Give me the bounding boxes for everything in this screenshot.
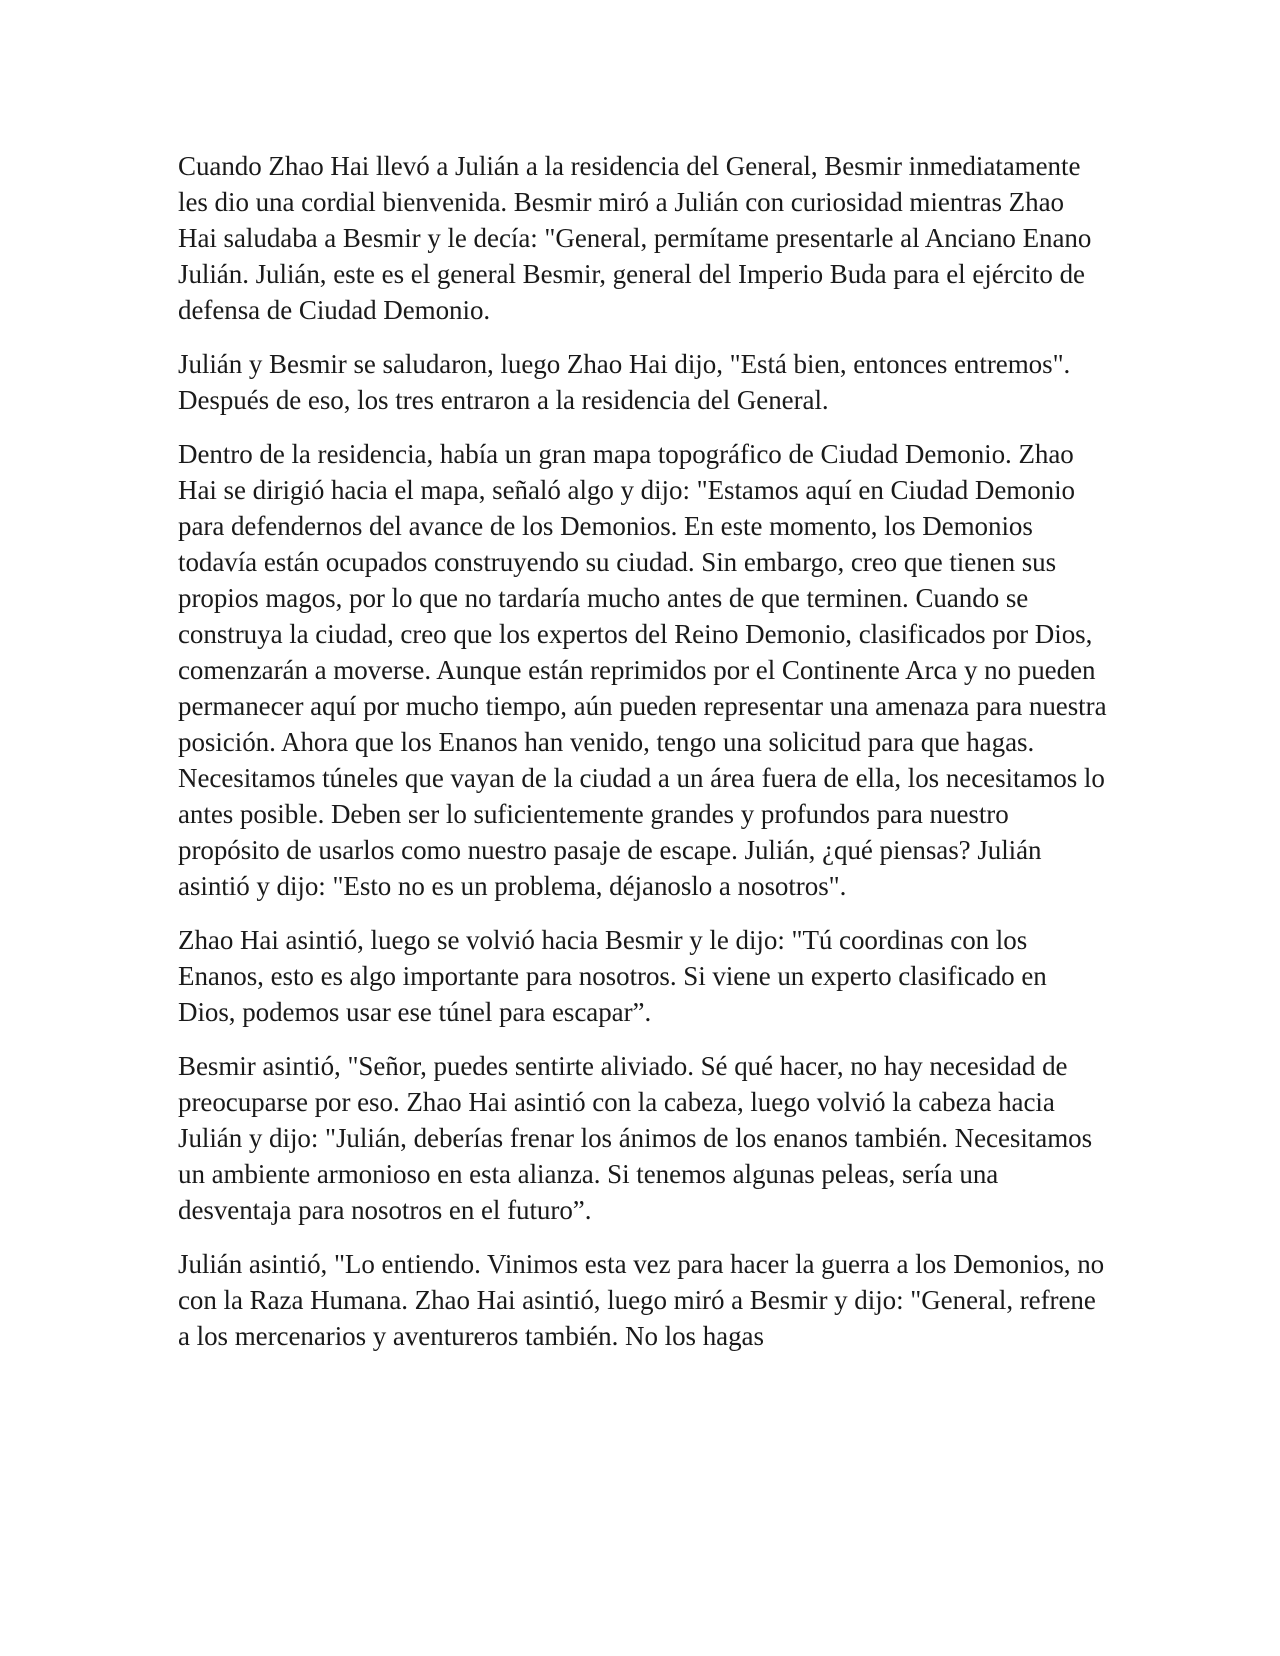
paragraph-2: Julián y Besmir se saludaron, luego Zhao Hai dijo, "Está bien, entonces entremos". Después de eso, los tres entraron a la residencia del General. xyxy=(178,349,1071,415)
paragraph-1: Cuando Zhao Hai llevó a Julián a la residencia del General, Besmir inmediatamente les dio una cordial bienvenida. Besmir miró a Julián con curiosidad mientras Zhao Hai saludaba a Besmir y le decía: "General, permítame presentarle al Anciano Enano Julián. Julián, este es el general Besmir, general del Imperio Buda para el ejército de defensa de Ciudad Demonio. xyxy=(178,151,1092,325)
paragraph-3: Dentro de la residencia, había un gran mapa topográfico de Ciudad Demonio. Zhao Hai se dirigió hacia el mapa, señaló algo y dijo: "Estamos aquí en Ciudad Demonio para defendernos del avance de los Demonios. En este momento, los Demonios todavía están ocupados construyendo su ciudad. Sin embargo, creo que tienen sus propios magos, por lo que no tardaría mucho antes de que terminen. Cuando se construya la ciudad, creo que los expertos del Reino Demonio, clasificados por Dios, comenzarán a moverse. Aunque están reprimidos por el Continente Arca y no pueden permanecer aquí por mucho tiempo, aún pueden representar una amenaza para nuestra posición. Ahora que los Enanos han venido, tengo una solicitud para que hagas. Necesitamos túneles que vayan de la ciudad a un área fuera de ella, los necesitamos lo antes posible. Deben ser lo suficientemente grandes y profundos para nuestro propósito de usarlos como nuestro pasaje de escape. Julián, ¿qué piensas? Julián asintió y dijo: "Esto no es un problema, déjanoslo a nosotros". xyxy=(178,439,1107,901)
paragraph-6: Julián asintió, "Lo entiendo. Vinimos esta vez para hacer la guerra a los Demonios, no con la Raza Humana. Zhao Hai asintió, luego miró a Besmir y dijo: "General, refrene a los mercenarios y aventureros también. No los hagas xyxy=(178,1249,1105,1351)
document-body xyxy=(178,148,1108,1372)
paragraph-5: Besmir asintió, "Señor, puedes sentirte aliviado. Sé qué hacer, no hay necesidad de preocuparse por eso. Zhao Hai asintió con la cabeza, luego volvió la cabeza hacia Julián y dijo: "Julián, deberías frenar los ánimos de los enanos también. Necesitamos un ambiente armonioso en esta alianza. Si tenemos algunas peleas, sería una desventaja para nosotros en el futuro”. xyxy=(178,1051,1093,1225)
paragraph-4: Zhao Hai asintió, luego se volvió hacia Besmir y le dijo: "Tú coordinas con los Enanos, esto es algo importante para nosotros. Si viene un experto clasificado en Dios, podemos usar ese túnel para escapar”. xyxy=(178,925,1047,1027)
